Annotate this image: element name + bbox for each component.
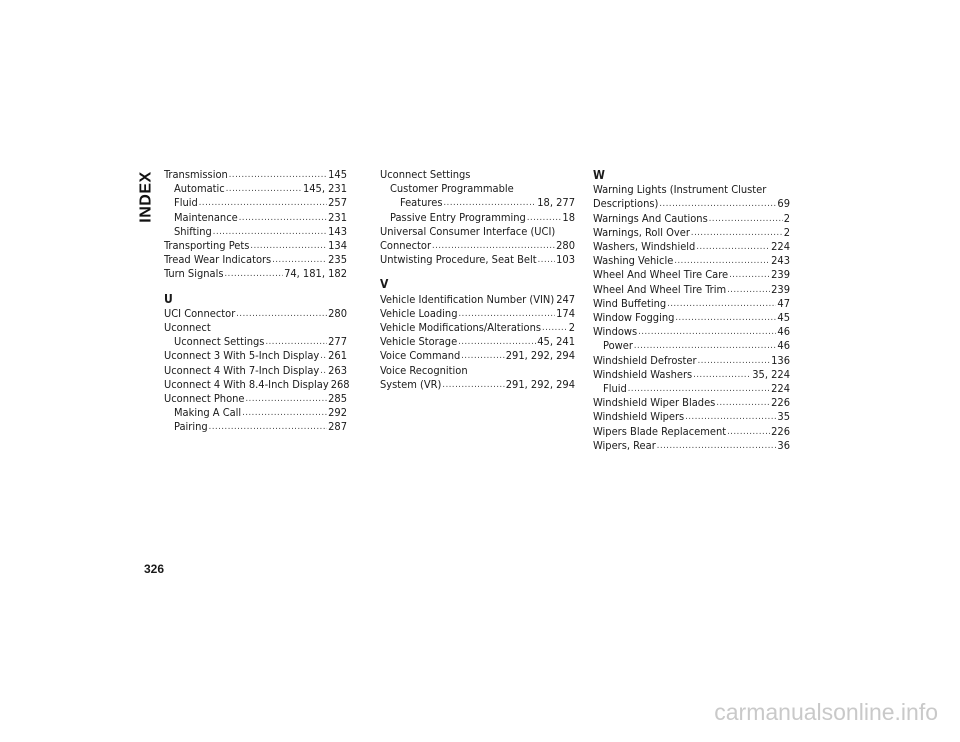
dot-leader: [272, 252, 327, 264]
dot-leader: [542, 320, 568, 332]
dot-leader: [729, 267, 770, 279]
index-entry-pages: 35: [777, 410, 790, 424]
index-entry-pages: 46: [777, 339, 790, 353]
index-entry: [164, 168, 347, 182]
index-entry-pages: 243: [771, 254, 790, 268]
dot-leader: [320, 363, 327, 375]
index-entry: [164, 211, 347, 225]
index-entry-pages: 46: [777, 325, 790, 339]
dot-leader: [239, 210, 327, 222]
index-entry: [164, 196, 347, 210]
dot-leader: [691, 225, 783, 237]
dot-leader: [727, 424, 770, 436]
index-entry: [593, 212, 790, 226]
index-entry-pages: 35, 224: [752, 367, 790, 381]
index-entry-pages: 136: [771, 353, 790, 367]
dot-leader: [693, 367, 751, 379]
index-entry-heading: Uconnect: [164, 321, 211, 335]
index-entry-term: System (VR): [380, 377, 442, 391]
dot-leader: [638, 324, 776, 336]
dot-leader: [461, 348, 505, 360]
index-entry: [164, 392, 347, 406]
index-entry-pages: 69: [777, 197, 790, 211]
dot-leader: [659, 196, 776, 208]
index-entry: [164, 335, 347, 349]
index-entry: [164, 349, 347, 363]
index-entry-term: Wheel And Wheel Tire Trim: [593, 282, 727, 296]
index-entry-term: Transmission: [164, 168, 228, 181]
index-entry: [164, 307, 347, 321]
index-entry-pages: 231: [328, 210, 347, 224]
dot-leader: [265, 334, 327, 346]
dot-leader: [432, 238, 555, 250]
dot-leader: [709, 211, 783, 223]
dot-leader: [538, 252, 555, 264]
index-entry-term: Making A Call: [174, 406, 242, 420]
index-entry-term: Untwisting Procedure, Seat Belt: [380, 253, 537, 267]
index-entry-term: Vehicle Modifications/Alterations: [380, 321, 541, 335]
index-entry-pages: 239: [771, 282, 790, 296]
index-entry-term: Washers, Windshield: [593, 240, 696, 254]
index-entry: [593, 254, 790, 268]
index-entry-term: Uconnect 3 With 5-Inch Display: [164, 349, 320, 363]
index-entry-pages: 145: [328, 168, 347, 181]
index-entry-pages: 2: [783, 225, 790, 239]
index-entry-pages: 134: [328, 239, 347, 253]
index-entry: [593, 354, 790, 368]
index-entry-pages: 235: [328, 253, 347, 267]
index-entry-pages: 18: [562, 210, 575, 224]
index-entry: [380, 253, 575, 267]
dot-leader: [696, 239, 770, 251]
index-entry-term: Warnings, Roll Over: [593, 225, 690, 239]
index-entry: [380, 321, 575, 335]
dot-leader: [199, 195, 327, 207]
index-entry: [380, 378, 575, 392]
index-entry-pages: 257: [328, 196, 347, 210]
index-entry: [164, 239, 347, 253]
index-entry: [593, 410, 790, 424]
index-entry-term: Windshield Wipers: [593, 410, 685, 424]
index-entry-pages: 292: [328, 406, 347, 420]
index-entry-term: Turn Signals: [164, 267, 224, 281]
index-entry: [593, 396, 790, 410]
dot-leader: [628, 381, 770, 393]
dot-leader: [443, 195, 536, 207]
index-entry-term: Uconnect 4 With 8.4-Inch Display: [164, 377, 329, 391]
index-entry-term: Power: [603, 339, 633, 353]
index-entry: [593, 368, 790, 382]
index-entry-term: Vehicle Storage: [380, 335, 458, 349]
index-column-1: [164, 168, 350, 435]
watermark: carmanualsonline.info: [714, 699, 938, 725]
index-entry-term: Shifting: [174, 224, 212, 238]
index-entry: [593, 197, 790, 211]
index-entry-pages: 103: [556, 253, 575, 267]
dot-leader: [236, 306, 327, 318]
index-entry-pages: 174: [556, 306, 575, 320]
dot-leader: [458, 334, 536, 346]
index-entry-pages: 45, 241: [537, 335, 575, 349]
index-entry: [380, 239, 575, 253]
index-entry: [593, 311, 790, 325]
index-entry-term: Wind Buffeting: [593, 296, 667, 310]
index-entry-pages: 2: [783, 211, 790, 225]
index-column-2: [380, 168, 575, 392]
index-entry: [380, 293, 575, 307]
index-entry-term: Windshield Defroster: [593, 353, 697, 367]
index-entry-term: Windshield Wiper Blades: [593, 396, 716, 410]
index-entry-pages: 145, 231: [302, 182, 347, 196]
index-entry-pages: 285: [328, 392, 347, 406]
index-entry: [164, 225, 347, 239]
index-entry-pages: 224: [771, 382, 790, 396]
index-entry-pages: 224: [771, 240, 790, 254]
index-entry-pages: 226: [771, 424, 790, 438]
dot-leader: [674, 253, 770, 265]
index-entry-pages: 143: [328, 224, 347, 238]
index-entry-pages: 280: [556, 239, 575, 253]
index-entry-term: Warnings And Cautions: [593, 211, 708, 225]
dot-leader: [657, 438, 777, 450]
index-entry-pages: 268: [330, 377, 350, 391]
index-entry-term: Wheel And Wheel Tire Care: [593, 268, 729, 282]
index-entry: [380, 307, 575, 321]
index-entry-pages: 74, 181, 182: [284, 267, 347, 281]
index-entry-heading: Warning Lights (Instrument Cluster: [593, 183, 767, 197]
index-entry: [593, 339, 790, 353]
index-entry-heading: Voice Recognition: [380, 363, 468, 377]
dot-leader: [634, 338, 777, 350]
dot-leader: [225, 266, 284, 278]
index-entry-term: Windshield Washers: [593, 367, 693, 381]
index-entry-term: Passive Entry Programming: [390, 210, 526, 224]
index-entry-pages: 291, 292, 294: [505, 349, 575, 363]
dot-leader: [458, 306, 555, 318]
index-entry-pages: 291, 292, 294: [505, 377, 575, 391]
index-entry: [593, 283, 790, 297]
index-entry-term: Pairing: [174, 420, 208, 434]
index-entry-term: Fluid: [174, 196, 198, 210]
index-entry-pages: 247: [556, 292, 576, 306]
index-entry: [593, 439, 790, 453]
index-entry-pages: 45: [777, 311, 790, 325]
index-entry: [593, 240, 790, 254]
index-entry-term: Window Fogging: [593, 311, 675, 325]
index-entry: [380, 211, 575, 225]
index-section-letter: U: [164, 291, 173, 306]
index-entry: [593, 425, 790, 439]
index-entry-pages: 47: [777, 296, 790, 310]
index-entry-term: Windows: [593, 325, 638, 339]
index-entry: [593, 382, 790, 396]
index-entry-pages: 226: [771, 396, 790, 410]
index-entry-term: Maintenance: [174, 210, 238, 224]
index-entry: [593, 325, 790, 339]
dot-leader: [209, 419, 327, 431]
index-entry-term: Uconnect Phone: [164, 392, 245, 406]
index-entry-term: UCI Connector: [164, 306, 236, 320]
index-entry: [593, 226, 790, 240]
dot-leader: [442, 377, 504, 389]
dot-leader: [213, 224, 327, 236]
dot-leader: [667, 296, 776, 308]
index-entry-pages: 280: [328, 306, 347, 320]
index-entry-term: Vehicle Identification Number (VIN): [380, 292, 555, 306]
index-section-letter: W: [593, 168, 605, 182]
index-side-tab-label: INDEX: [138, 171, 155, 223]
dot-leader: [250, 238, 327, 250]
index-entry-heading: Uconnect Settings: [380, 168, 471, 181]
index-entry-term: Uconnect 4 With 7-Inch Display: [164, 363, 320, 377]
index-entry-heading: Universal Consumer Interface (UCI): [380, 224, 556, 238]
index-side-tab: [135, 172, 159, 222]
index-entry-pages: 18, 277: [537, 196, 575, 210]
index-entry: [164, 267, 347, 281]
dot-leader: [242, 405, 327, 417]
index-entry-term: Fluid: [603, 382, 627, 396]
index-entry-term: Voice Command: [380, 349, 461, 363]
index-column-3: [593, 168, 790, 453]
index-entry-term: Transporting Pets: [164, 239, 250, 253]
index-entry-heading: Customer Programmable: [390, 182, 514, 196]
index-entry-term: Vehicle Loading: [380, 306, 458, 320]
dot-leader: [246, 391, 328, 403]
index-entry-pages: 261: [328, 349, 347, 363]
index-entry: [164, 182, 347, 196]
index-entry-term: Connector: [380, 239, 432, 253]
dot-leader: [675, 310, 776, 322]
dot-leader: [229, 167, 327, 179]
index-entry-term: Automatic: [174, 182, 225, 196]
index-entry-pages: 2: [568, 321, 575, 335]
index-entry: [164, 377, 350, 392]
index-entry-pages: 239: [771, 268, 790, 282]
index-entry-term: Uconnect Settings: [174, 335, 265, 349]
dot-leader: [727, 282, 770, 294]
index-entry: [380, 335, 575, 349]
index-entry: [164, 406, 347, 420]
index-entry: [164, 253, 347, 267]
index-entry-term: Wipers, Rear: [593, 438, 656, 452]
index-entry: [164, 420, 347, 434]
index-entry: [380, 349, 575, 363]
index-entry-term: Wipers Blade Replacement: [593, 424, 727, 438]
dot-leader: [698, 353, 771, 365]
index-entry-term: Tread Wear Indicators: [164, 253, 272, 267]
index-entry-pages: 36: [777, 438, 790, 452]
dot-leader: [527, 210, 562, 222]
page-number: 326: [144, 562, 165, 576]
index-entry: [593, 297, 790, 311]
index-entry-pages: 277: [328, 335, 347, 349]
index-entry: [164, 364, 347, 378]
index-entry-term: Features: [400, 196, 443, 210]
dot-leader: [226, 181, 302, 193]
index-section-letter: V: [380, 277, 389, 292]
dot-leader: [685, 409, 776, 421]
index-entry: [593, 268, 790, 282]
index-entry-pages: 287: [328, 420, 347, 434]
index-entry-term: Descriptions): [593, 197, 659, 211]
index-entry-term: Washing Vehicle: [593, 254, 674, 268]
dot-leader: [320, 348, 327, 360]
index-entry: [380, 196, 575, 210]
dot-leader: [716, 395, 770, 407]
index-entry-pages: 263: [328, 363, 347, 377]
